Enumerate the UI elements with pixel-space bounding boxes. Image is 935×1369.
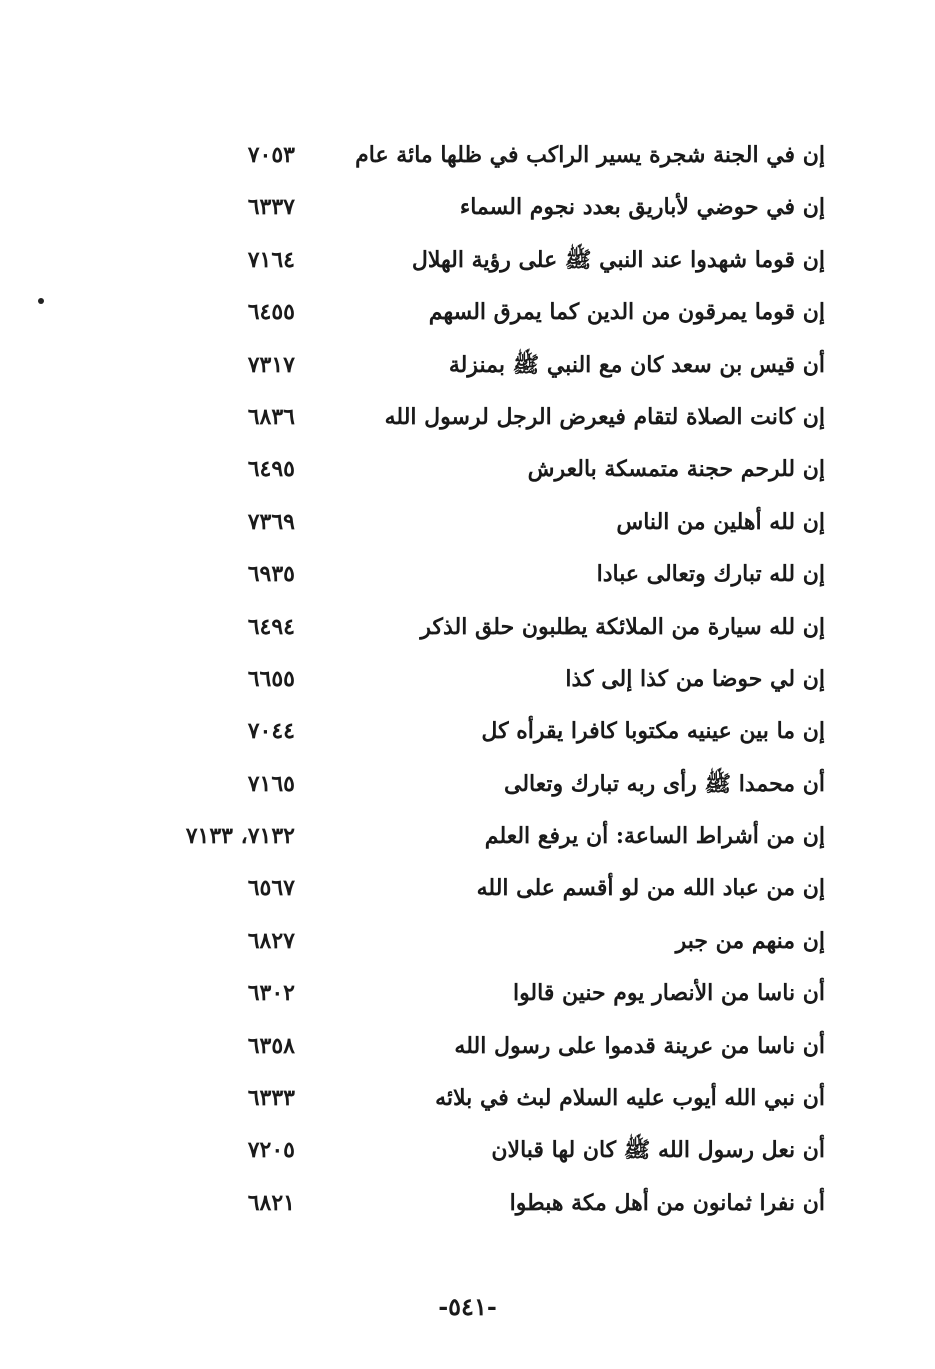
hadith-reference-number: ٧٠٤٤ [247, 718, 295, 745]
hadith-index-list [0, 129, 935, 1229]
index-entry [0, 1020, 935, 1072]
hadith-text: أن نعل رسول الله ﷺ كان لها قبالان [491, 1137, 825, 1164]
hadith-reference-number: ٦٥٦٧ [247, 875, 295, 902]
hadith-text: إن للرحم حجنة متمسكة بالعرش [527, 456, 825, 483]
index-entry [0, 705, 935, 757]
hadith-text: أن قيس بن سعد كان مع النبي ﷺ بمنزلة [448, 351, 825, 378]
index-entry [0, 286, 935, 338]
hadith-text: إن ما بين عينيه مكتوبا كافرا يقرأه كل [481, 718, 825, 745]
hadith-reference-number: ٦٩٣٥ [247, 561, 295, 588]
hadith-reference-number: ٦٤٩٥ [247, 456, 295, 483]
index-entry [0, 234, 935, 286]
hadith-text: إن كانت الصلاة لتقام فيعرض الرجل لرسول الله [384, 403, 825, 430]
hadith-reference-number: ٦٣٥٨ [247, 1032, 295, 1059]
index-entry [0, 181, 935, 233]
index-entry [0, 1124, 935, 1176]
hadith-reference-number: ٧١٣٢، ٧١٣٣ [185, 823, 295, 850]
hadith-reference-number: ٦٨٢١ [247, 1189, 295, 1216]
hadith-reference-number: ٦٤٥٥ [247, 299, 295, 326]
hadith-reference-number: ٦٣٣٣ [247, 1085, 295, 1112]
hadith-reference-number: ٧١٦٥ [247, 770, 295, 797]
hadith-reference-number: ٧٠٥٣ [247, 142, 295, 168]
hadith-reference-number: ٦٣٠٢ [247, 980, 295, 1007]
index-entry [0, 601, 935, 653]
hadith-text: إن منهم من جبر [675, 927, 825, 954]
hadith-text: إن قوما شهدوا عند النبي ﷺ على رؤية الهلال [411, 246, 825, 273]
index-entry [0, 967, 935, 1019]
index-entry [0, 496, 935, 548]
page-number: -٥٤١- [438, 1292, 497, 1321]
hadith-text: إن لله سيارة من الملائكة يطلبون حلق الذكر [420, 613, 825, 640]
index-entry [0, 1177, 935, 1229]
index-entry [0, 548, 935, 600]
index-entry [0, 1072, 935, 1124]
hadith-text: أن محمدا ﷺ رأى ربه تبارك وتعالى [504, 770, 825, 797]
index-entry [0, 653, 935, 705]
hadith-reference-number: ٦٦٥٥ [247, 665, 295, 692]
hadith-text: إن لي حوضا من كذا إلى كذا [565, 665, 825, 692]
hadith-text: أن ناسا من الأنصار يوم حنين قالوا [512, 980, 825, 1007]
index-entry [0, 810, 935, 862]
hadith-text: أن نبي الله أيوب عليه السلام لبث في بلائه [435, 1085, 825, 1112]
hadith-text: إن من أشراط الساعة: أن يرفع العلم [484, 823, 825, 850]
hadith-reference-number: ٦٨٢٧ [247, 927, 295, 954]
hadith-text: أن ناسا من عرينة قدموا على رسول الله [454, 1032, 825, 1059]
hadith-reference-number: ٧٢٠٥ [247, 1137, 295, 1164]
index-entry [0, 129, 935, 181]
hadith-text: إن لله أهلين من الناس [616, 508, 825, 535]
hadith-text: إن في الجنة شجرة يسير الراكب في ظلها مائة عام [355, 142, 825, 168]
hadith-text: أن نفرا ثمانون من أهل مكة هبطوا [509, 1189, 825, 1216]
index-entry [0, 339, 935, 391]
index-entry [0, 862, 935, 914]
hadith-reference-number: ٧٣٦٩ [247, 508, 295, 535]
hadith-reference-number: ٧١٦٤ [247, 246, 295, 273]
hadith-reference-number: ٦٤٩٤ [247, 613, 295, 640]
index-entry [0, 391, 935, 443]
hadith-text: إن لله تبارك وتعالى عبادا [596, 561, 825, 588]
hadith-text: إن من عباد الله من لو أقسم على الله [476, 875, 825, 902]
index-entry [0, 443, 935, 495]
hadith-reference-number: ٧٣١٧ [247, 351, 295, 378]
hadith-reference-number: ٦٣٣٧ [247, 194, 295, 221]
hadith-reference-number: ٦٨٣٦ [247, 403, 295, 430]
hadith-text: إن في حوضي لأباريق بعدد نجوم السماء [459, 194, 825, 221]
hadith-text: إن قوما يمرقون من الدين كما يمرق السهم [428, 299, 825, 326]
index-entry [0, 915, 935, 967]
index-entry [0, 758, 935, 810]
